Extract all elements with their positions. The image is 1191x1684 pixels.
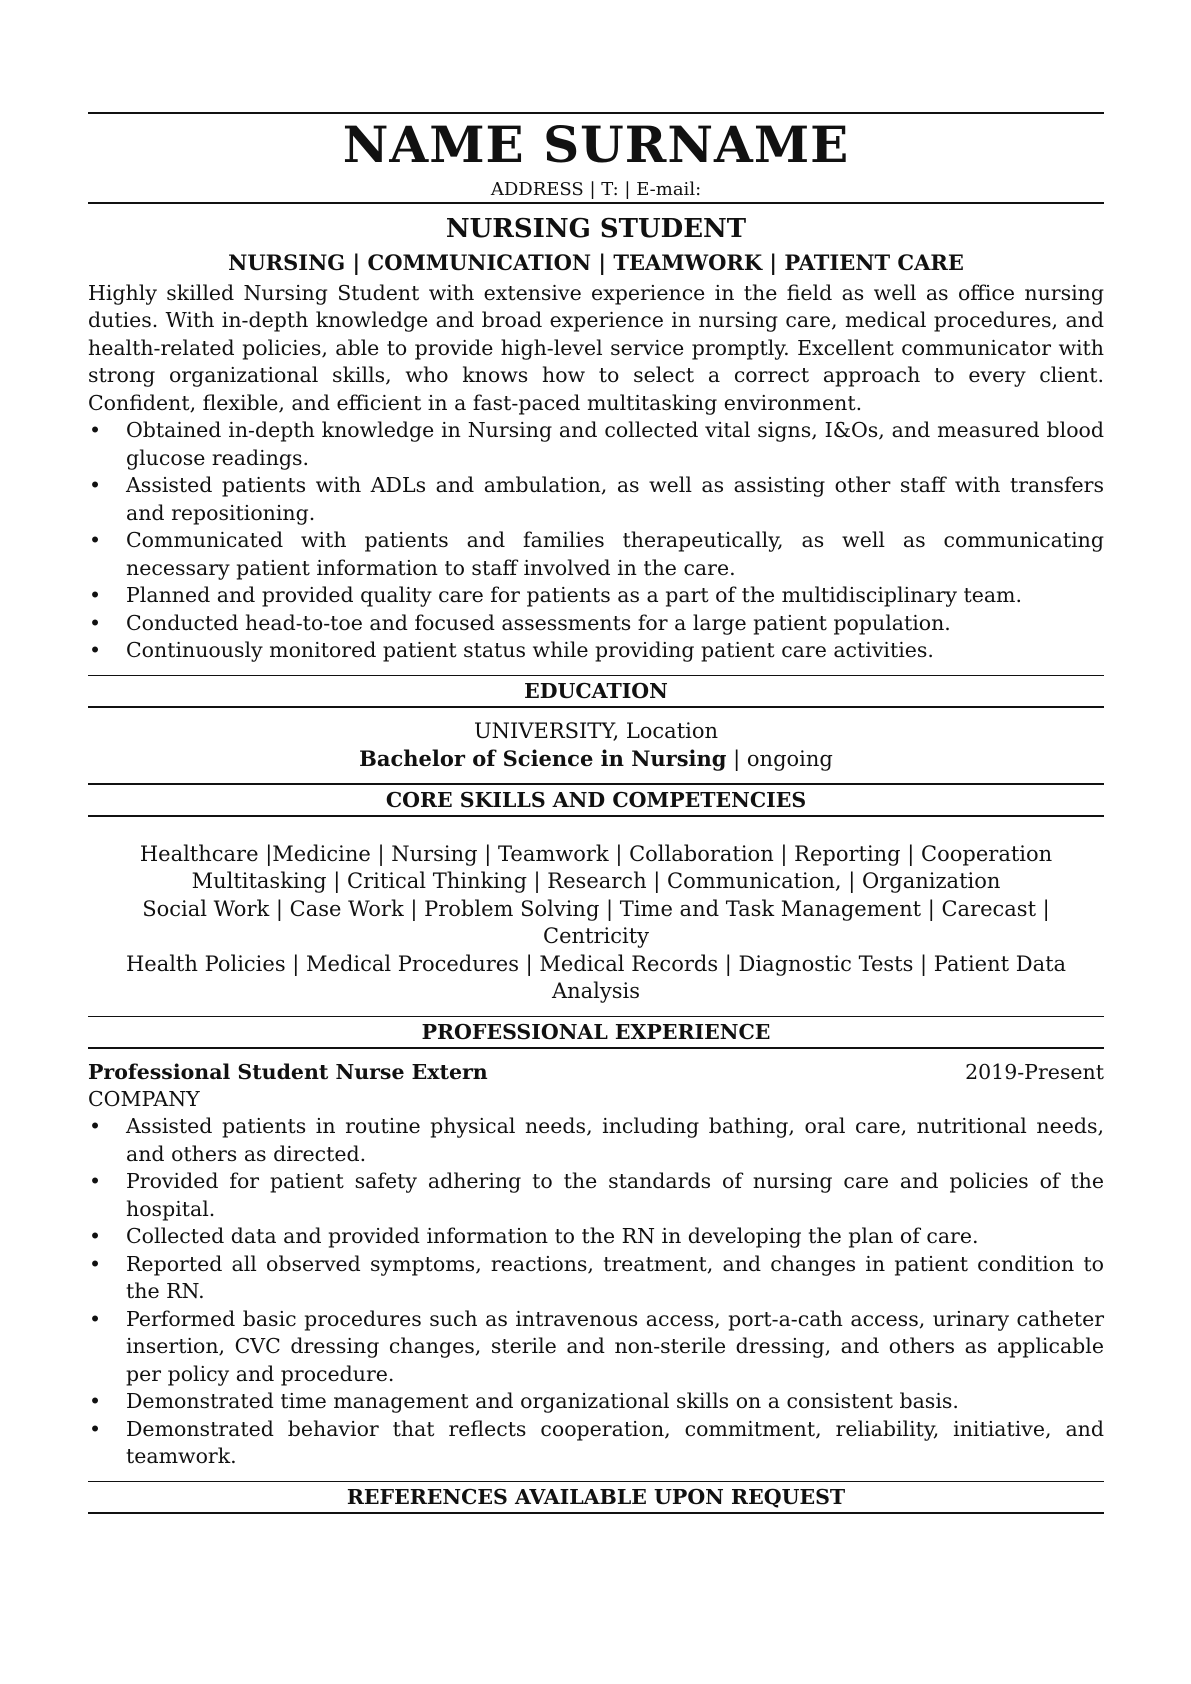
skills-line: Social Work | Case Work | Problem Solving | Time and Task Management | Carecast | Centricity <box>142 896 1050 948</box>
resume-page <box>88 112 1104 1514</box>
summary-bullets <box>88 417 1104 665</box>
candidate-name: NAME SURNAME <box>342 114 850 174</box>
job-dates: 2019-Present <box>965 1060 1104 1084</box>
list-item: • Obtained in-depth knowledge in Nursing and collected vital signs, I&Os, and measured blood glucose readings. <box>88 418 1104 470</box>
bullet-icon: • <box>88 610 102 635</box>
job-title: Professional Student Nurse Extern <box>88 1060 488 1084</box>
list-item: • Conducted head-to-toe and focused assessments for a large patient population. <box>88 610 1104 638</box>
list-item: • Performed basic procedures such as intravenous access, port-a-cath access, urinary catheter insertion, CVC dressing changes, sterile and non-sterile dressing, and others as applicable per policy and procedure. <box>88 1306 1104 1386</box>
list-item: • Demonstrated time management and organizational skills on a consistent basis. <box>88 1388 1104 1416</box>
skills-section <box>88 783 1104 1006</box>
skills-line: Multitasking | Critical Thinking | Research | Communication, | Organization <box>191 869 1001 893</box>
list-item: • Continuously monitored patient status while providing patient care activities. <box>88 637 1104 665</box>
bullet-icon: • <box>88 1114 102 1138</box>
list-item: • Communicated with patients and families therapeutically, as well as communicating necessary patient information to staff involved in the care. <box>88 528 1104 580</box>
references-note: REFERENCES AVAILABLE UPON REQUEST <box>346 1485 846 1509</box>
bullet-icon: • <box>88 1306 102 1331</box>
education-institution: UNIVERSITY, Location <box>473 719 719 743</box>
list-item: • Provided for patient safety adhering to the standards of nursing care and policies of the hospital. <box>88 1169 1104 1221</box>
experience-section <box>88 1016 1104 1471</box>
education-section <box>88 675 1104 774</box>
experience-bullets <box>88 1113 1104 1471</box>
list-item: • Assisted patients in routine physical needs, including bathing, oral care, nutritional needs, and others as directed. <box>88 1114 1104 1166</box>
experience-heading: PROFESSIONAL EXPERIENCE <box>421 1020 771 1044</box>
job-target-title: NURSING STUDENT <box>445 213 747 244</box>
list-item: • Demonstrated behavior that reflects cooperation, commitment, reliability, initiative, and teamwork. <box>88 1416 1104 1468</box>
skills-line: Health Policies | Medical Procedures | Medical Records | Diagnostic Tests | Patient Data Analysis <box>125 951 1067 1003</box>
contact-line: ADDRESS | T: | E-mail: <box>490 178 702 200</box>
bullet-icon: • <box>88 1251 102 1276</box>
references-section <box>88 1481 1104 1515</box>
education-degree: Bachelor of Science in Nursing <box>359 746 727 771</box>
education-heading: EDUCATION <box>524 679 668 703</box>
list-item: • Reported all observed symptoms, reactions, treatment, and changes in patient condition to the RN. <box>88 1251 1104 1303</box>
education-degree-line <box>88 745 1104 773</box>
bullet-icon: • <box>88 638 102 662</box>
bullet-icon: • <box>88 1169 102 1193</box>
bullet-icon: • <box>88 528 102 552</box>
bullet-icon: • <box>88 583 102 607</box>
list-item: • Assisted patients with ADLs and ambulation, as well as assisting other staff with transfers and repositioning. <box>88 473 1104 525</box>
skills-line: Healthcare |Medicine | Nursing | Teamwork | Collaboration | Reporting | Cooperation <box>139 841 1053 866</box>
header-rule <box>88 202 1104 204</box>
bullet-icon: • <box>88 473 102 497</box>
bullet-icon: • <box>88 1224 102 1248</box>
list-item: • Collected data and provided information to the RN in developing the plan of care. <box>88 1223 1104 1251</box>
summary-paragraph: Highly skilled Nursing Student with extensive experience in the field as well as office nursing duties. With in-depth knowledge and broad experience in nursing care, medical procedures, and health-related policies, able to provide high-level service promptly. Excellent communicator with strong organizational skills, who knows how to select a correct approach to every client. Confident, flexible, and efficient in a fast-paced multitasking environment. <box>88 280 1104 415</box>
bullet-icon: • <box>88 1416 102 1441</box>
bullet-icon: • <box>88 1389 102 1413</box>
keyword-line: NURSING | COMMUNICATION | TEAMWORK | PATIENT CARE <box>228 249 964 275</box>
bullet-icon: • <box>88 418 102 442</box>
top-rule <box>88 112 1104 114</box>
job-header <box>88 1059 1104 1086</box>
skills-heading: CORE SKILLS AND COMPETENCIES <box>385 787 807 812</box>
list-item: • Planned and provided quality care for patients as a part of the multidisciplinary team. <box>88 582 1104 610</box>
section-rule <box>88 1512 1104 1514</box>
education-status: | ongoing <box>726 747 833 771</box>
company-name: COMPANY <box>88 1087 200 1111</box>
